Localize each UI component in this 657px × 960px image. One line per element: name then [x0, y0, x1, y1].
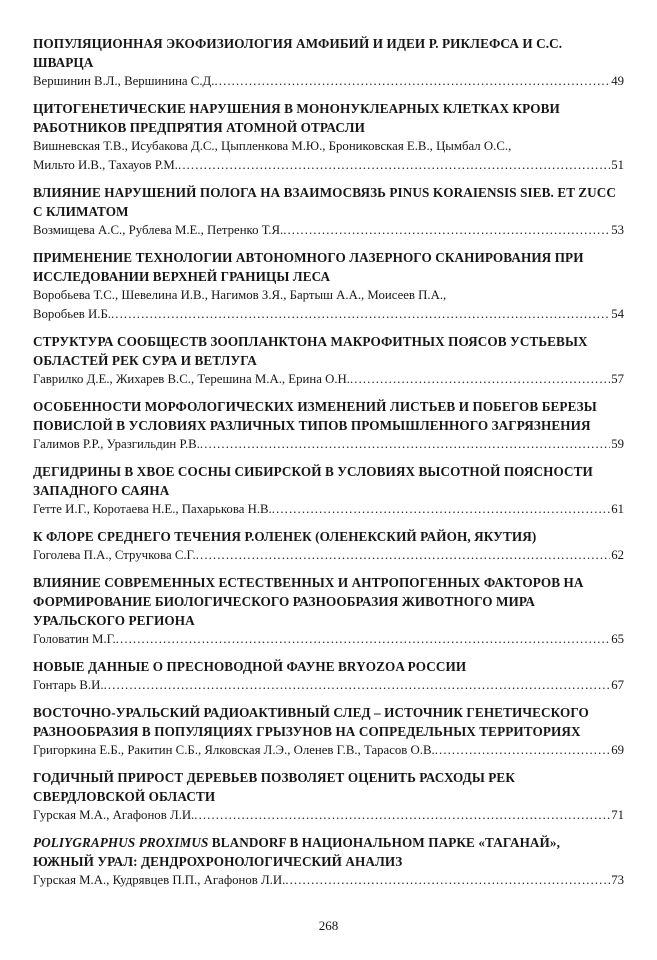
toc-entry — [33, 248, 624, 324]
entry-authors-line: Вишневская Т.В., Исубакова Д.С., Цыпленкова М.Ю., Брониковская Е.В., Цымбал О.С., — [33, 139, 512, 153]
entry-title — [33, 527, 624, 546]
table-of-contents — [33, 34, 624, 890]
entry-title — [33, 332, 624, 370]
entry-authors: Гонтарь В.И. — [33, 678, 104, 692]
toc-entry — [33, 99, 624, 175]
entry-page-number: 65 — [611, 632, 624, 646]
entry-authors: Головатин М.Г. — [33, 632, 116, 646]
toc-entry — [33, 657, 624, 695]
entry-title — [33, 462, 624, 500]
toc-entry — [33, 397, 624, 454]
dot-leader — [111, 305, 610, 324]
entry-title — [33, 833, 624, 871]
dot-leader — [178, 156, 610, 175]
entry-title-text: ГОДИЧНЫЙ ПРИРОСТ ДЕРЕВЬЕВ ПОЗВОЛЯЕТ ОЦЕНИТЬ РАСХОДЫ РЕК СВЕРДЛОВСКОЙ ОБЛАСТИ — [33, 770, 515, 804]
entry-title-text: ПРИМЕНЕНИЕ ТЕХНОЛОГИИ АВТОНОМНОГО ЛАЗЕРНОГО СКАНИРОВАНИЯ ПРИ ИССЛЕДОВАНИИ ВЕРХНЕЙ ГРАНИЦЫ ЛЕСА — [33, 250, 584, 284]
entry-title — [33, 703, 624, 741]
toc-entry — [33, 462, 624, 519]
entry-authors: Гурская М.А., Агафонов Л.И. — [33, 808, 195, 822]
entry-page-number: 59 — [611, 437, 624, 451]
toc-entry — [33, 183, 624, 240]
dot-leader — [116, 630, 610, 649]
entry-authors-row — [33, 500, 624, 519]
dot-leader — [200, 435, 610, 454]
entry-authors: Гурская М.А., Кудрявцев П.П., Агафонов Л.И. — [33, 873, 286, 887]
entry-title-text: ПОПУЛЯЦИОННАЯ ЭКОФИЗИОЛОГИЯ АМФИБИЙ И ИДЕИ Р. РИКЛЕФСА И С.С. ШВАРЦА — [33, 36, 563, 70]
toc-entry — [33, 573, 624, 649]
page-number-footer: 268 — [318, 918, 339, 933]
toc-entry — [33, 527, 624, 565]
entry-title-italic: POLIYGRAPHUS PROXIMUS — [33, 835, 209, 850]
entry-authors: Вершинин В.Л., Вершинина С.Д. — [33, 74, 215, 88]
entry-page-number: 69 — [611, 743, 624, 757]
entry-authors-row — [33, 871, 624, 890]
dot-leader — [283, 221, 610, 240]
toc-entry — [33, 34, 624, 91]
dot-leader — [194, 806, 610, 825]
entry-title-text: ВЛИЯНИЕ НАРУШЕНИЙ ПОЛОГА НА ВЗАИМОСВЯЗЬ PINUS KORAIENSIS SIEB. ET ZUCC С КЛИМАТОМ — [33, 185, 617, 219]
entry-title — [33, 768, 624, 806]
entry-title — [33, 397, 624, 435]
entry-authors: Гетте И.Г., Коротаева Н.Е., Пахарькова Н.В. — [33, 502, 272, 516]
entry-title-text: BLANDORF В НАЦИОНАЛЬНОМ ПАРКЕ «ТАГАНАЙ», ЮЖНЫЙ УРАЛ: ДЕНДРОХРОНОЛОГИЧЕСКИЙ АНАЛИЗ — [33, 835, 560, 869]
dot-leader — [104, 676, 611, 695]
entry-title — [33, 99, 624, 137]
entry-title-text: К ФЛОРЕ СРЕДНЕГО ТЕЧЕНИЯ Р.ОЛЕНЕК (ОЛЕНЕКСКИЙ РАЙОН, ЯКУТИЯ) — [33, 529, 537, 544]
dot-leader — [214, 72, 610, 91]
entry-title-text: ОСОБЕННОСТИ МОРФОЛОГИЧЕСКИХ ИЗМЕНЕНИЙ ЛИСТЬЕВ И ПОБЕГОВ БЕРЕЗЫ ПОВИСЛОЙ В УСЛОВИЯХ РАЗЛИЧНЫХ ТИПОВ ПРОМЫШЛЕННОГО ЗАГРЯЗНЕНИЯ — [33, 399, 597, 433]
entry-authors-row — [33, 546, 624, 565]
toc-entry — [33, 332, 624, 389]
entry-page-number: 73 — [611, 873, 624, 887]
entry-title-text: НОВЫЕ ДАННЫЕ О ПРЕСНОВОДНОЙ ФАУНЕ BRYOZOA РОССИИ — [33, 659, 467, 674]
entry-authors: Григоркина Е.Б., Ракитин С.Б., Ялковская Л.Э., Оленев Г.В., Тарасов О.В. — [33, 743, 435, 757]
entry-authors-row — [33, 221, 624, 240]
entry-authors-row — [33, 370, 624, 389]
toc-entry — [33, 703, 624, 760]
entry-authors-row — [33, 676, 624, 695]
entry-authors-line: Воробьева Т.С., Шевелина И.В., Нагимов З.Я., Бартыш А.А., Моисеев П.А., — [33, 288, 447, 302]
entry-authors-row — [33, 305, 624, 324]
entry-title — [33, 248, 624, 286]
entry-authors-row — [33, 806, 624, 825]
entry-page-number: 71 — [611, 808, 624, 822]
entry-authors: Мильто И.В., Тахауов Р.М. — [33, 158, 179, 172]
entry-title — [33, 183, 624, 221]
entry-authors: Гаврилко Д.Е., Жихарев В.С., Терешина М.А., Ерина О.Н. — [33, 372, 350, 386]
entry-authors: Воробьев И.Б. — [33, 307, 111, 321]
entry-page-number: 49 — [611, 74, 624, 88]
entry-authors-row — [33, 741, 624, 760]
entry-page-number: 61 — [611, 502, 624, 516]
entry-title-text: ВЛИЯНИЕ СОВРЕМЕННЫХ ЕСТЕСТВЕННЫХ И АНТРОПОГЕННЫХ ФАКТОРОВ НА ФОРМИРОВАНИЕ БИОЛОГИЧЕСКОГО РАЗНООБРАЗИЯ ЖИВОТНОГО МИРА УРАЛЬСКОГО РЕГИОНА — [33, 575, 584, 628]
entry-title-text: СТРУКТУРА СООБЩЕСТВ ЗООПЛАНКТОНА МАКРОФИТНЫХ ПОЯСОВ УСТЬЕВЫХ ОБЛАСТЕЙ РЕК СУРА И ВЕТЛУГА — [33, 334, 588, 368]
entry-title — [33, 34, 624, 72]
dot-leader — [285, 871, 610, 890]
entry-page-number: 53 — [611, 223, 624, 237]
entry-authors: Галимов Р.Р., Уразгильдин Р.В. — [33, 437, 200, 451]
entry-authors-row — [33, 156, 624, 175]
entry-page-number: 67 — [611, 678, 624, 692]
dot-leader — [196, 546, 610, 565]
entry-title — [33, 657, 624, 676]
entry-title-text: ВОСТОЧНО-УРАЛЬСКИЙ РАДИОАКТИВНЫЙ СЛЕД – ИСТОЧНИК ГЕНЕТИЧЕСКОГО РАЗНООБРАЗИЯ В ПОПУЛЯЦИЯХ ГРЫЗУНОВ НА СОПРЕДЕЛЬНЫХ ТЕРРИТОРИЯХ — [33, 705, 589, 739]
entry-page-number: 62 — [611, 548, 624, 562]
dot-leader — [350, 370, 610, 389]
dot-leader — [435, 741, 610, 760]
entry-page-number: 51 — [611, 158, 624, 172]
entry-authors-row — [33, 435, 624, 454]
toc-entry — [33, 833, 624, 890]
dot-leader — [272, 500, 610, 519]
entry-title — [33, 573, 624, 630]
entry-page-number: 54 — [611, 307, 624, 321]
entry-page-number: 57 — [611, 372, 624, 386]
entry-title-text: ДЕГИДРИНЫ В ХВОЕ СОСНЫ СИБИРСКОЙ В УСЛОВИЯХ ВЫСОТНОЙ ПОЯСНОСТИ ЗАПАДНОГО САЯНА — [33, 464, 593, 498]
entry-authors-row — [33, 72, 624, 91]
entry-authors-row — [33, 630, 624, 649]
entry-title-text: ЦИТОГЕНЕТИЧЕСКИЕ НАРУШЕНИЯ В МОНОНУКЛЕАРНЫХ КЛЕТКАХ КРОВИ РАБОТНИКОВ ПРЕДПРЯТИЯ АТОМНОЙ ОТРАСЛИ — [33, 101, 560, 135]
toc-entry — [33, 768, 624, 825]
entry-authors: Гоголева П.А., Стручкова С.Г. — [33, 548, 196, 562]
entry-authors: Возмищева А.С., Рублева М.Е., Петренко Т.Я. — [33, 223, 284, 237]
